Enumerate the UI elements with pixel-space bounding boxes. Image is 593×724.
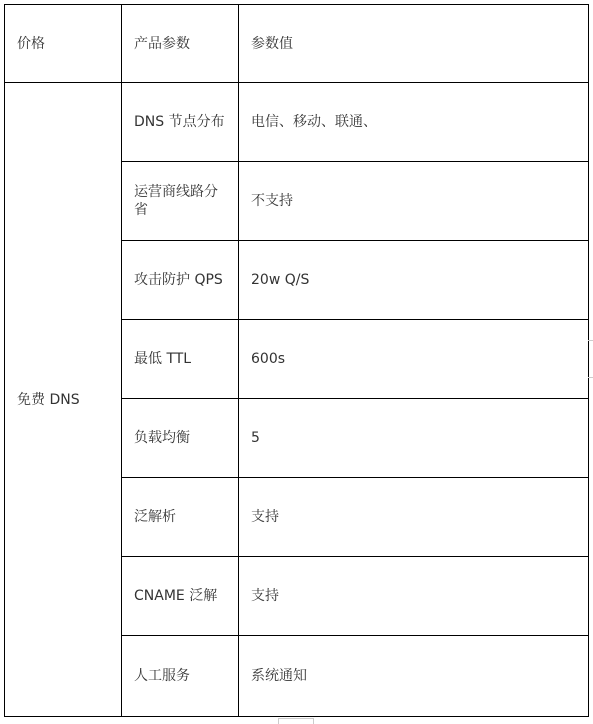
param-cell: 最低 TTL [122, 320, 239, 399]
value-cell: 系统通知 [239, 636, 589, 717]
edge-fragment-bottom [313, 718, 314, 724]
edge-fragment-bottom [278, 718, 314, 719]
header-value: 参数值 [239, 5, 589, 83]
param-cell: DNS 节点分布 [122, 83, 239, 162]
dns-spec-table [4, 4, 589, 717]
param-cell: 人工服务 [122, 636, 239, 717]
value-cell: 不支持 [239, 162, 589, 241]
param-cell: 攻击防护 QPS [122, 241, 239, 320]
price-cell: 免费 DNS [5, 83, 122, 717]
edge-fragment-right [588, 340, 593, 341]
param-cell: 运营商线路分省 [122, 162, 239, 241]
value-cell: 600s [239, 320, 589, 399]
value-cell: 5 [239, 399, 589, 478]
param-cell: 负载均衡 [122, 399, 239, 478]
table-header-row [5, 5, 589, 83]
edge-fragment-right [588, 377, 593, 378]
value-cell: 支持 [239, 478, 589, 557]
param-cell: CNAME 泛解 [122, 557, 239, 636]
value-cell: 20w Q/S [239, 241, 589, 320]
value-cell: 电信、移动、联通、 [239, 83, 589, 162]
edge-fragment-bottom [278, 718, 279, 724]
header-price: 价格 [5, 5, 122, 83]
header-param: 产品参数 [122, 5, 239, 83]
value-cell: 支持 [239, 557, 589, 636]
table-row [5, 83, 589, 162]
param-cell: 泛解析 [122, 478, 239, 557]
